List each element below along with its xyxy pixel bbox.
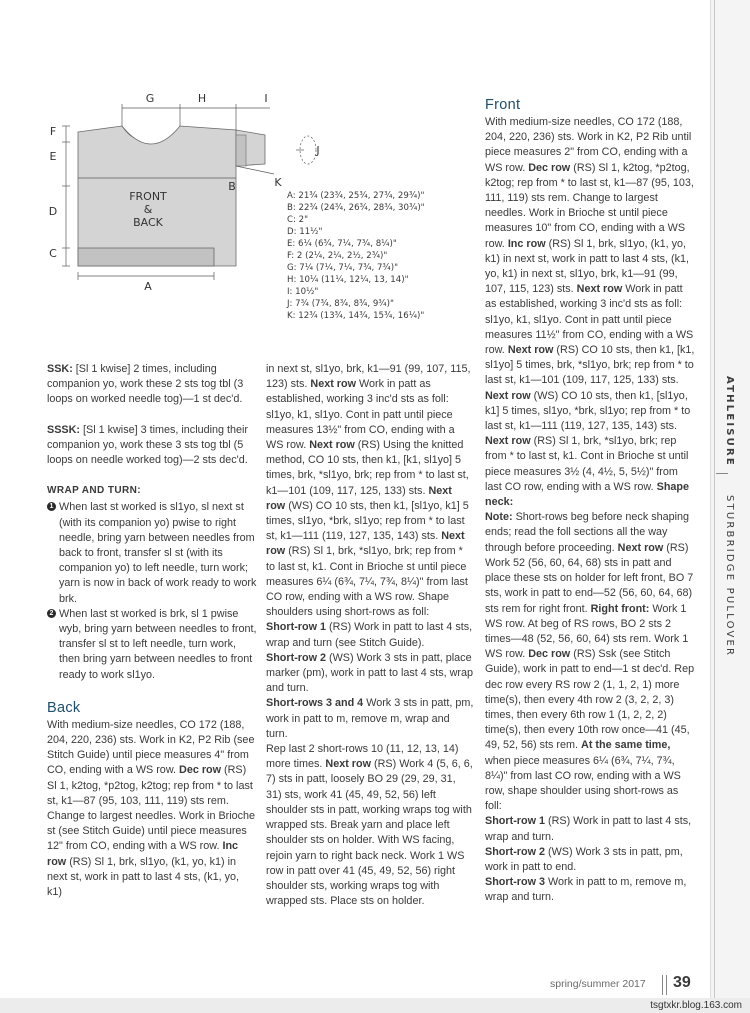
c3-t2: (RS) Sl 1, k2tog, *p2tog, k2tog; rep from * to last st, k1—87 (95, 103, 111, 119) sts rem. Change to largest needles. Work in Brioche st until piece measures 10" from CO, ending with a WS row. [485,161,694,250]
sssk-text: [Sl 1 kwise] 3 times, including their companion yo, work these 3 sts tog tbl (5 loops on needle worked tog)—2 sts dec'd. [47,423,249,467]
footer-divider [662,975,663,995]
front-instructions [485,115,695,814]
schematic-diagram [40,90,320,300]
c3-t10: Work 1 WS row. At beg of RS rows, BO 2 sts 2 times—48 (52, 56, 60, 64) sts rem. Work 1 WS row. [485,602,689,661]
back-text-2: (RS) Sl 1, k2tog, *p2tog, k2tog; rep from * to last st, k1—87 (95, 103, 111, 119) sts rem. Change to largest needles. Work in Brioche st (see Stitch Guide) until piece measures 12" from CO, ending with a WS row. [47,764,256,853]
measure-a: A: 21¾ (23¾, 25¾, 27¾, 29¾)" [287,191,425,201]
c3-t1: With medium-size needles, CO 172 (188, 204, 220, 236) sts. Work in K2, P2 Rib until piece measures 2" from CO, ending with a WS row. [485,116,692,174]
measure-g: G: 7¼ (7¼, 7¼, 7¾, 7¾)" [287,263,399,273]
label-h: H [197,92,207,105]
label-k: K [274,176,282,189]
c3-sr3-text: Work in patt to m, remove m, wrap and turn. [485,876,687,904]
front-short-row-1 [485,814,695,844]
c2-t3: (RS) Using the knitted method, CO 10 sts, then k1, [k1, sl1yo] 5 times, brk, *sl1yo, brk; rep from * to last st, k1—101 (109, 117, 125, 133) sts. [266,439,469,497]
measure-c: C: 2" [287,215,309,225]
c2-sr34-label: Short-rows 3 and 4 [266,697,364,710]
back-text-3: (RS) Sl 1, brk, sl1yo, (k1, yo, k1) in next st, work in patt to last 4 sts, (k1, yo, k1) [47,855,240,899]
text-column-3 [485,96,695,906]
c2-next-row-3: Next row [266,484,452,512]
schematic-svg [40,90,320,300]
measure-i: I: 10½" [287,287,319,297]
label-d: D [48,205,58,218]
c3-at-same-time: At the same time, [581,739,671,752]
label-c: C [49,247,57,260]
wrap-turn-step-1-text: When last st worked is sl1yo, sl next st (with its companion yo) pwise to right needle, bring yarn between needles from back to front, transfer sl st (with its companion yo) to left needle, turn work; yarn is now in back of work ready to work brk. [59,501,257,605]
c3-dec-row-2: Dec row [528,648,571,661]
c3-t7: (RS) Sl 1, brk, *sl1yo, brk; rep from * to last st, k1. Cont in Brioche st until piece measures 3½ (4, 4½, 5, 5½)" from last CO row, ending with a WS row. [485,435,689,493]
wrap-turn-step-2 [47,607,257,683]
c3-next-row-1: Next row [576,283,623,296]
inc-row-label: Inc row [47,840,239,868]
text-column-2 [266,362,474,909]
ssk-definition [47,362,257,408]
c2-sr2-text: (WS) Work 3 sts in patt, place marker (pm), work in patt to last 4 sts, wrap and turn. [266,651,473,695]
c2-next-row-1: Next row [310,378,357,391]
c3-right-front: Right front: [590,602,650,615]
ssk-label: SSK: [47,363,73,375]
c3-next-row-2: Next row [507,344,554,357]
sssk-definition [47,423,257,469]
back-heading: Back [47,699,81,716]
c3-next-row-5: Next row [617,541,664,554]
c3-sr1-text: (RS) Work in patt to last 4 sts, wrap and turn. [485,815,692,843]
c2-t4: (WS) CO 10 sts, then k1, [sl1yo, k1] 5 times, sl1yo, *brk, sl1yo; rep from * to last st, k1—111 (119, 127, 135, 143) sts. [266,499,469,543]
front-short-row-2 [485,845,695,875]
measure-b: B: 22¾ (24¾, 26¾, 28¾, 30¾)" [287,203,425,213]
measure-j: J: 7¾ (7¾, 8¾, 8¾, 9¾)" [287,299,394,309]
c2-t7: (RS) Work 4 (5, 6, 6, 7) sts in patt, loosely BO 29 (29, 29, 31, 31) sts, work 41 (45, 49, 52, 56) left shoulder sts in patt, working wraps tog with wrapped sts. Break yarn and place left shoulder sts on holder. With WS facing, rejoin yarn to right back neck. Work 1 WS row in patt over 41 (45, 49, 52, 56) right shoulder sts, working wraps tog with wrapped sts. Place sts on holder. [266,758,473,908]
back-text-1: With medium-size needles, CO 172 (188, 204, 220, 236) sts. Work in K2, P2 Rib (see Stitch Guide) until piece measures 4" from CO, ending with a WS row. [47,718,255,777]
label-g: G [145,92,155,105]
c3-inc-row: Inc row [507,237,546,250]
back-instructions [47,718,257,900]
sssk-label: SSSK: [47,423,80,436]
c2-next-row-5: Next row [325,758,372,771]
watermark-text: tsgtxkr.blog.163.com [650,1000,742,1011]
c2-next-row-2: Next row [309,439,355,452]
side-tab-divider [716,473,728,474]
c3-dec-row: Dec row [528,161,571,174]
label-i: I [264,92,268,105]
c3-next-row-3: Next row [485,389,531,402]
wrap-turn-step-2-text: When last st worked is brk, sl 1 pwise wyb, bring yarn between needles to front, transfer sl st to left needle, turn work, then bring yarn between needles to front ready to work sl1yo. [59,607,257,681]
measure-k: K: 12¾ (13¾, 14¾, 15¾, 16¼)" [287,311,425,321]
c3-sr2-text: (WS) Work 3 sts in patt, pm, work in patt to end. [485,845,683,873]
c2-sr1-label: Short-row 1 [266,621,326,634]
front-heading: Front [485,97,521,113]
measure-e: E: 6¼ (6¾, 7¼, 7¾, 8¼)" [287,239,397,249]
wrap-turn-step-1 [47,500,257,606]
pattern-name-tab: STURBRIDGE PULLOVER [724,495,735,658]
label-f: F [49,125,57,138]
section-tab-athleisure[interactable]: ATHLEISURE [724,376,735,467]
c2-sr2-label: Short-row 2 [266,651,326,664]
c3-t4: Work in patt as established, working 3 inc'd sts as foll: sl1yo, k1, sl1yo. Cont in patt until piece measures 11½" from CO, ending with a WS row. [485,283,694,357]
step-1-bullet-icon: 1 [47,502,56,511]
c3-t9: (RS) Work 52 (56, 60, 64, 68) sts in patt and place these sts on holder for left front, BO 7 sts, work in patt to end—52 (56, 60, 64, 68) sts rem for right front. [485,541,694,615]
measure-h: H: 10¼ (11¼, 12¼, 13, 14)" [287,275,409,285]
short-rows-3-4 [266,696,474,742]
step-2-bullet-icon: 2 [47,609,56,618]
c3-t5: (RS) CO 10 sts, then k1, [k1, sl1yo] 5 times, brk, *sl1yo, brk; rep from * to last st, k1—101 (109, 117, 125, 133) sts. [485,344,695,387]
label-j: J [316,144,320,157]
measurement-list [287,190,425,322]
ssk-text: [Sl 1 kwise] 2 times, including companion yo, work these 2 sts tog tbl (3 loops on worked needle tog)—1 st dec'd. [47,363,244,406]
back-shoulders [266,742,474,909]
body-label-back: BACK [133,216,163,229]
text-column-1 [47,362,257,900]
c3-sr3-label: Short-row 3 [485,876,545,889]
measure-f: F: 2 (2¼, 2¼, 2½, 2¾)" [287,251,388,261]
c2-sr1-text: (RS) Work in patt to last 4 sts, wrap and turn (see Stitch Guide). [266,621,473,649]
page-number: 39 [673,974,691,991]
c3-next-row-4: Next row [485,435,531,448]
c3-sr1-label: Short-row 1 [485,815,545,828]
c2-next-row-4: Next row [266,530,465,558]
c3-t8: Short-rows beg before neck shaping ends; read the foll sections all the way through before proceeding. [485,511,690,554]
issue-label: spring/summer 2017 [550,978,646,990]
footer-divider-2 [666,975,667,995]
label-b: B [228,180,236,193]
back-continued [266,362,474,620]
c2-t6: Rep last 2 short-rows 10 (11, 12, 13, 14) more times. [266,743,459,771]
c3-t6: (WS) CO 10 sts, then k1, [sl1yo, k1] 5 times, sl1yo, *brk, sl1yo; rep from * to last st, k1—111 (119, 127, 135, 143) sts. [485,389,691,433]
c2-t2: Work in patt as established, working 3 inc'd sts as foll: sl1yo, k1, sl1yo. Cont in patt until piece measures 13½" from CO, ending with a WS row. [266,378,455,452]
front-short-row-3 [485,875,695,905]
c3-sr2-label: Short-row 2 [485,845,545,858]
c3-shape-neck: Shape neck: [485,480,690,509]
dec-row-label: Dec row [179,764,222,777]
wrap-turn-heading: WRAP AND TURN: [47,485,141,497]
body-label-amp: & [143,203,153,216]
c2-t5: (RS) Sl 1, brk, *sl1yo, brk; rep from * to last st, k1. Cont in Brioche st until piece measures 6¼ (6¾, 7¼, 7¾, 8¼)" from last CO row, ending with a WS row. Shape shoulders using short-rows as foll: [266,545,468,619]
watermark-band [0,998,750,1013]
measure-d: D: 11½" [287,227,323,237]
label-e: E [49,150,57,163]
short-row-1 [266,620,474,650]
short-row-2 [266,651,474,697]
label-a: A [144,280,152,293]
body-label-front: FRONT [129,190,167,203]
c3-t12: when piece measures 6¼ (6¾, 7¼, 7¾, 8¼)" from last CO row, ending with a WS row, shape shoulder using short-rows as foll: [485,754,681,813]
c2-t1: in next st, sl1yo, brk, k1—91 (99, 107, 115, 123) sts. [266,363,471,391]
c2-sr34-text: Work 3 sts in patt, pm, work in patt to m, remove m, wrap and turn. [266,697,474,740]
c3-note-label: Note: [485,511,513,524]
c3-t3: (RS) Sl 1, brk, sl1yo, (k1, yo, k1) in next st, work in patt to last 4 sts, (k1, yo, k1) in next st, sl1yo, brk, k1—91 (99, 107, 115, 123) sts. [485,237,690,296]
c3-t11: (RS) Ssk (see Stitch Guide), work in patt to end—1 st dec'd. Rep dec row every RS row 2 (1, 1, 2, 1) more time(s), then every 4th row 2 (3, 2, 2, 3) times, then every 6th row 1 (1, 2, 2, 2) time(s), then every 10th row once—41 (45, 49, 52, 56) sts rem. [485,648,695,752]
